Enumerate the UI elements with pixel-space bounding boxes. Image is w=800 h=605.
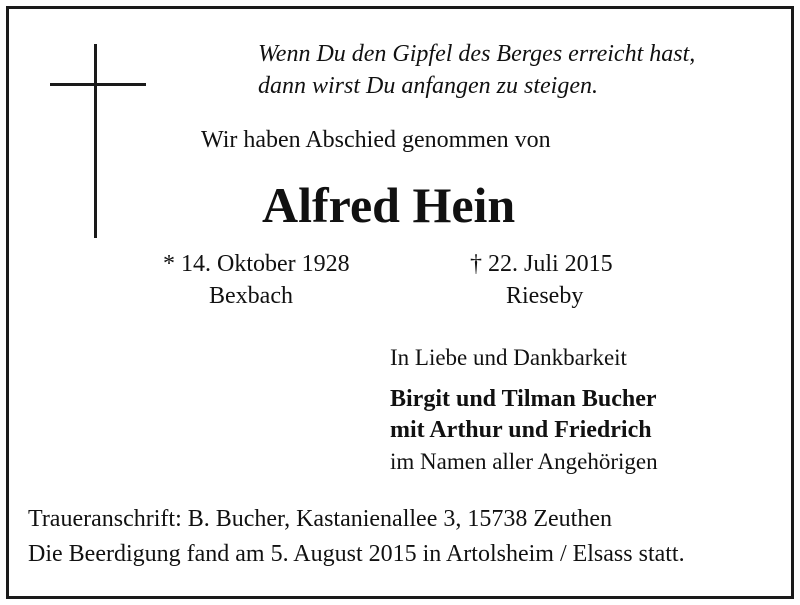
motto-line-1: Wenn Du den Gipfel des Berges erreicht hast, <box>258 41 696 67</box>
death-date: † 22. Juli 2015 <box>470 251 613 277</box>
mourner-line-2: mit Arthur und Friedrich <box>390 417 652 443</box>
birth-date: * 14. Oktober 1928 <box>163 251 350 277</box>
mourning-address: Traueranschrift: B. Bucher, Kastanienallee 3, 15738 Zeuthen <box>28 506 612 532</box>
motto-line-2: dann wirst Du anfangen zu steigen. <box>258 73 598 99</box>
intro-text: Wir haben Abschied genommen von <box>201 127 551 153</box>
closing-text: In Liebe und Dankbarkeit <box>390 345 627 370</box>
cross-vertical-beam <box>94 44 97 238</box>
funeral-notice: Die Beerdigung fand am 5. August 2015 in Artolsheim / Elsass statt. <box>28 541 685 567</box>
deceased-name: Alfred Hein <box>262 177 516 233</box>
mourner-line-1: Birgit und Tilman Bucher <box>390 386 657 412</box>
death-place: Rieseby <box>506 283 584 309</box>
birth-place: Bexbach <box>209 283 293 309</box>
family-text: im Namen aller Angehörigen <box>390 449 658 474</box>
cross-horizontal-beam <box>50 83 146 86</box>
